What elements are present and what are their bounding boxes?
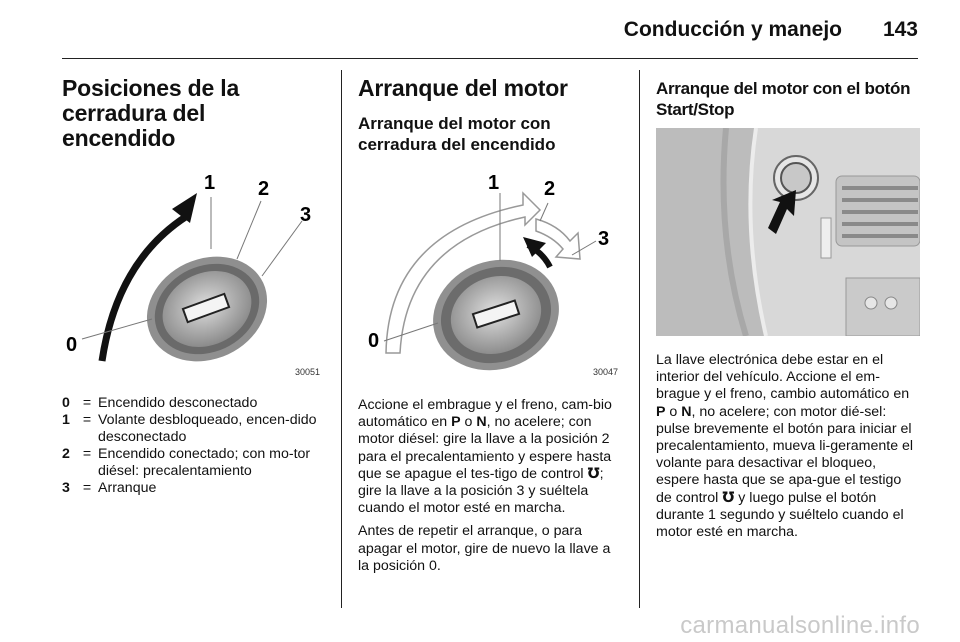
legend-key: 2	[62, 446, 70, 462]
glow-plug-icon: ℧	[587, 465, 600, 482]
legend-equals: =	[82, 480, 92, 496]
legend-equals: =	[82, 446, 92, 462]
header-rule	[62, 58, 918, 59]
ignition-start-figure	[358, 163, 622, 381]
text-run: o	[460, 414, 477, 431]
position-label: 1	[488, 172, 500, 194]
text-run: y luego pulse el botón durante 1 segundo y suéltelo cuando el motor esté en marcha.	[656, 489, 904, 541]
position-label: 0	[66, 334, 78, 356]
figure-code: 30047	[592, 367, 618, 377]
position-label: 3	[300, 204, 312, 226]
text-run: Accione el embrague y el freno, cam-bio automático en	[358, 397, 612, 431]
legend-text: Encendido conectado; con mo-tor diésel: precalentamiento	[98, 446, 311, 479]
ignition-start-illustration	[358, 163, 622, 381]
section-heading: Arranque del motor con el botón Start/Stop	[656, 79, 911, 119]
legend-item	[62, 446, 324, 480]
legend-item	[62, 395, 324, 412]
start-stop-illustration	[656, 128, 920, 336]
page-number: 143	[882, 18, 918, 41]
section-heading: Arranque del motor	[358, 75, 568, 101]
subsection-heading: Arranque del motor con cerradura del encendido	[358, 114, 556, 154]
legend-text: Encendido desconectado	[98, 395, 258, 411]
legend-key: 1	[62, 412, 70, 428]
header-title: Conducción y manejo	[623, 18, 842, 41]
legend-text: Volante desbloqueado, encen-dido desconectado	[98, 412, 317, 445]
position-label: 3	[598, 228, 610, 250]
gear-n-label: N	[476, 414, 487, 431]
column-start-stop	[656, 70, 920, 547]
column-divider	[639, 70, 640, 608]
paragraph	[656, 352, 920, 541]
legend-item	[62, 412, 324, 446]
column-ignition-positions	[62, 70, 324, 497]
legend-text: Arranque	[98, 480, 157, 496]
gear-p-label: P	[656, 403, 666, 420]
figure-code: 30051	[294, 367, 320, 377]
gear-p-label: P	[451, 414, 461, 431]
legend-key: 3	[62, 480, 70, 496]
legend	[62, 395, 324, 497]
section-heading: Posiciones de la cerradura del encendido	[62, 75, 240, 151]
gear-n-label: N	[681, 403, 692, 420]
legend-key: 0	[62, 395, 70, 411]
watermark: carmanualsonline.info	[680, 612, 920, 639]
start-stop-figure	[656, 128, 920, 336]
position-label: 2	[544, 178, 556, 200]
legend-equals: =	[82, 412, 92, 428]
position-label: 1	[204, 172, 216, 194]
page-header	[0, 0, 960, 62]
position-label: 2	[258, 178, 270, 200]
column-divider	[341, 70, 342, 608]
paragraph: Antes de repetir el arranque, o para apagar el motor, gire de nuevo la llave a la posición 0.	[358, 523, 611, 574]
ignition-lock-figure	[62, 161, 324, 381]
text-run: , no acelere; con motor diésel: gire la llave a la posición 2 para el precalentamiento y espere hasta que se apague el tes-tigo de control	[358, 414, 612, 482]
legend-item	[62, 480, 324, 497]
legend-equals: =	[82, 395, 92, 411]
body-text	[656, 352, 920, 541]
text-run: ; gire la llave a la posición 3 y suéltela cuando el motor esté en marcha.	[358, 465, 604, 517]
text-run: La llave electrónica debe estar en el interior del vehículo. Accione el em-brague y el freno, cambio automático en	[656, 352, 910, 403]
position-label: 0	[368, 330, 380, 352]
body-text	[358, 397, 622, 575]
text-run: , no acelere; con motor dié-sel: pulse brevemente el botón para iniciar el precalentamiento, mueva li-geramente el volante para desactivar el bloqueo, espere hasta que se apa-gue el testigo de control	[656, 403, 914, 506]
glow-plug-icon: ℧	[722, 489, 735, 506]
paragraph	[358, 397, 622, 517]
text-run: o	[665, 403, 682, 420]
ignition-lock-illustration	[62, 161, 324, 381]
column-engine-start	[358, 70, 622, 581]
